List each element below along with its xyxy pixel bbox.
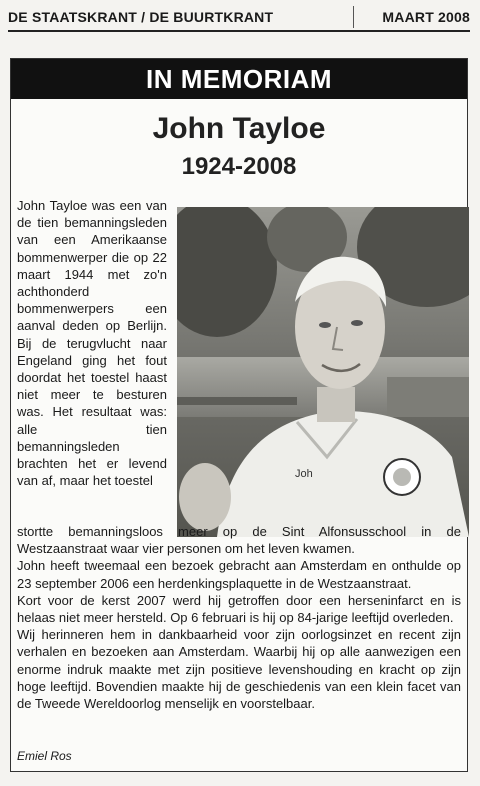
masthead-date: MAART 2008 — [353, 6, 470, 28]
author-signature: Emiel Ros — [17, 749, 72, 763]
portrait-illustration — [177, 207, 469, 537]
paragraph-1: stortte bemanningsloos meer op de Sint Alfonsusschool in de Westzaanstraat waar vier personen om het leven kwamen. — [17, 524, 461, 557]
person-name: John Tayloe — [152, 112, 326, 145]
masthead-rule — [8, 30, 470, 32]
paragraph-2: John heeft tweemaal een bezoek gebracht aan Amsterdam en onthulde op 23 september 2006 een herdenkingsplaquette in de Westzaanstraat. — [17, 558, 461, 591]
article-body — [17, 523, 461, 712]
paragraph-3: Kort voor de kerst 2007 werd hij getroffen door een herseninfarct en is helaas niet meer hersteld. Op 6 februari is hij op 84-jarige leeftijd overleden. — [17, 592, 461, 626]
shirt-name-tag: Joh — [295, 468, 313, 480]
masthead-title: DE STAATSKRANT / DE BUURTKRANT — [8, 9, 274, 25]
banner-heading: IN MEMORIAM — [11, 59, 467, 99]
masthead — [8, 6, 470, 28]
article-column — [17, 197, 167, 489]
paragraph-4: Wij herinneren hem in dankbaarheid voor zijn oorlogsinzet en recent zijn verhalen en bezoeken aan Amsterdam. Waarbij hij op alle aanwezigen een enorme indruk maakte met zijn positieve levenshouding en kracht op zijn hoge leeftijd. Bovendien maakte hij de geschiedenis van een klein facet van de Tweede Wereldoorlog menselijk en voorstelbaar. — [17, 627, 461, 712]
column-text: John Tayloe was een van de tien bemanningsleden van een Amerikaanse bommenwerper die op 22 maart 1944 met zo'n achthonderd bommenwerpers een aanval deden op Berlijn. Bij de terugvlucht naar Engeland ging het fout doordat het toestel haast niet meer te besturen was. Het resultaat was: alle tien bemanningsleden brachten het er levend van af, maar het toestel — [17, 198, 167, 489]
life-years: 1924-2008 — [181, 153, 297, 180]
portrait-photo — [177, 207, 469, 537]
memorial-article — [10, 58, 468, 772]
